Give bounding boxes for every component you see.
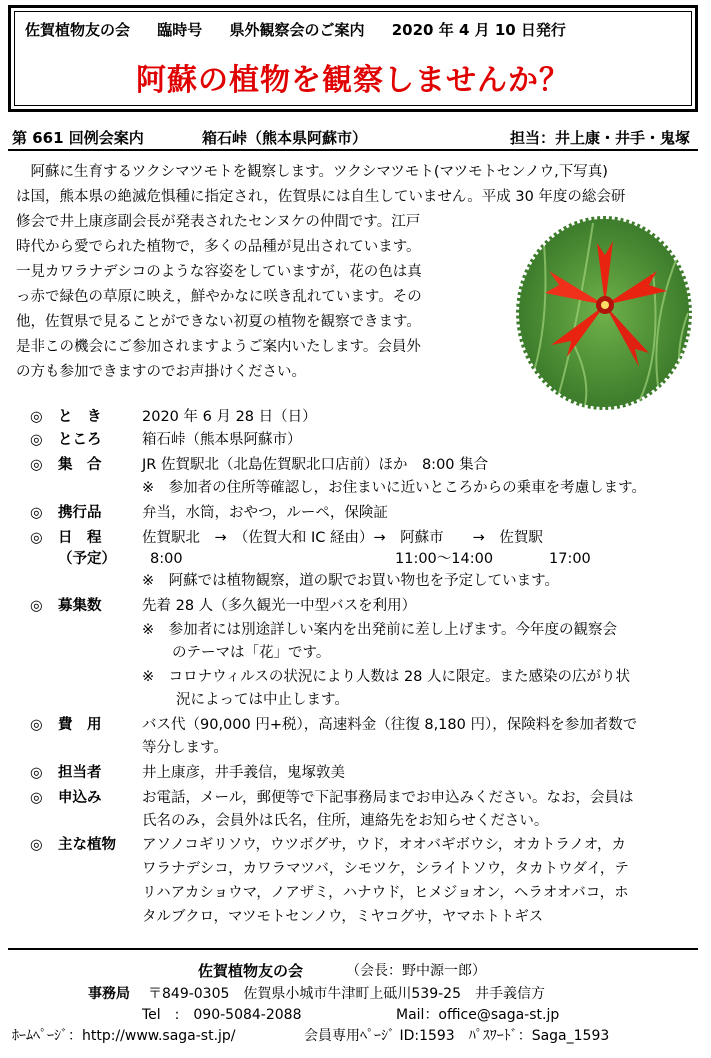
meeting-place: 箱石峠（熊本県阿蘇市） (202, 129, 368, 147)
where-value: 箱石峠（熊本県阿蘇市） (142, 432, 302, 448)
meeting-subheader (8, 121, 698, 151)
plants-line: ワラナデシコ，カワラマツバ，シモツケ，シライトソウ，タカトウダイ，テ (142, 861, 629, 877)
cost-value: バス代（90,000 円+税），高速料金（往復 8,180 円），保険料を参加者数で (142, 717, 638, 733)
apply-value-cont: 氏名のみ，会員外は氏名，住所，連絡先をお知らせください。 (142, 813, 549, 829)
meeting-number: 第 661 回例会案内 (12, 129, 144, 147)
intro-line: っ赤で緑色の草原に映え，鮮やかなに咲き乱れています。その (16, 289, 422, 305)
footer-website[interactable]: ﾎｰﾑﾍﾟｰｼﾞ：http://www.saga-st.jp/ (12, 1028, 236, 1044)
capacity-value: 先着 28 人（多久観光一中型バスを利用） (142, 598, 417, 614)
cost-value-cont: 等分します。 (142, 740, 228, 756)
schedule-label: 日 程 (58, 530, 102, 546)
bullet-mark: ◎ (30, 765, 43, 781)
bullet-mark: ◎ (30, 598, 43, 614)
plants-label: 主な植物 (58, 837, 116, 853)
capacity-note-1: ※ 参加者には別途詳しい案内を出発前に差し上げます。今年度の観察会 (142, 622, 617, 638)
footer-tel: Tel : 090-5084-2088 (142, 1007, 302, 1023)
apply-label: 申込み (58, 790, 102, 806)
cost-label: 費 用 (58, 717, 102, 733)
plants-line: リハアカショウマ，ノアザミ，ハナウド，ヒメジョオン，ヘラオオバコ，ホ (142, 885, 629, 901)
meet-label: 集 合 (58, 457, 102, 473)
intro-line: 時代から愛でられた植物で，多くの品種が見出されています。 (16, 239, 421, 255)
when-value: 2020 年 6 月 28 日（日） (142, 409, 317, 425)
page-title: 阿蘇の植物を観察しませんか？ (136, 63, 570, 98)
intro-line: の方も参加できますのでお声掛けください。 (16, 364, 306, 380)
meet-value: JR 佐賀駅北（北島佐賀駅北口店前）ほか 8:00 集合 (142, 457, 489, 473)
schedule-sublabel: （予定） (58, 551, 116, 567)
schedule-time-depart: 8:00 (150, 551, 183, 567)
notice-label: 県外観察会のご案内 (229, 21, 365, 39)
schedule-time-return: 17:00 (549, 551, 591, 567)
items-label: 携行品 (58, 505, 102, 521)
intro-line: 他，佐賀県で見ることができない初夏の植物を観察できます。 (16, 314, 421, 330)
bullet-mark: ◎ (30, 409, 43, 425)
bullet-mark: ◎ (30, 530, 43, 546)
capacity-label: 募集数 (58, 598, 102, 614)
person-label: 担当者 (58, 765, 102, 781)
footer-office-label: 事務局 (88, 986, 130, 1002)
footer-office-address: 〒849-0305 佐賀県小城市牛津町上砥川539-25 井手義信方 (148, 986, 545, 1002)
plants-line: タルブクロ，マツモトセンノウ，ミヤコグサ，ヤマホトトギス (142, 909, 544, 925)
issue-label: 臨時号 (157, 21, 203, 39)
intro-line: 阿蘇に生育するツクシマツモトを観察します。ツクシマツモト(マツモトセンノウ,下写真) (16, 164, 608, 180)
bullet-mark: ◎ (30, 837, 43, 853)
footer-president: （会長：野中源一郎） (346, 963, 486, 979)
bullet-mark: ◎ (30, 717, 43, 733)
issue-date: 2020 年 4 月 10 日発行 (391, 21, 566, 39)
where-label: ところ (58, 432, 102, 448)
header-info-line (25, 19, 588, 40)
bullet-mark: ◎ (30, 432, 43, 448)
schedule-note: ※ 阿蘇では植物観察，道の駅でお買い物也を予定しています。 (142, 573, 559, 589)
header-box (8, 5, 698, 112)
apply-value: お電話，メール，郵便等で下記事務局までお申込みください。なお，会員は (142, 790, 634, 806)
intro-line: 修会で井上康彦副会長が発表されたセンヌケの仲間です。江戸 (16, 214, 421, 230)
footer-contact (8, 948, 698, 1045)
person-value: 井上康彦，井手義信，鬼塚敦美 (142, 765, 345, 781)
footer-member-page: 会員専用ﾍﾟｰｼﾞ ID:1593 ﾊﾟｽﾜｰﾄﾞ：Saga_1593 (304, 1028, 610, 1044)
capacity-note-1-cont: のテーマは「花」です。 (172, 645, 331, 661)
meeting-staff: 担当：井上康・井手・鬼塚 (509, 129, 690, 147)
schedule-time-aso: 11:00～14:00 (395, 551, 494, 567)
footer-org: 佐賀植物友の会 (198, 962, 304, 980)
bullet-mark: ◎ (30, 505, 43, 521)
bullet-mark: ◎ (30, 457, 43, 473)
org-name: 佐賀植物友の会 (25, 21, 131, 39)
intro-line: 一見カワラナデシコのような容姿をしていますが，花の色は真 (16, 264, 422, 280)
meet-note: ※ 参加者の住所等確認し，お住まいに近いところからの乗車を考慮します。 (142, 480, 646, 496)
flower-photo (513, 213, 695, 413)
schedule-route: 佐賀駅北 → （佐賀大和 IC 経由）→ 阿蘇市 → 佐賀駅 (142, 530, 543, 546)
bullet-mark: ◎ (30, 790, 43, 806)
capacity-note-2: ※ コロナウィルスの状況により人数は 28 人に限定。また感染の広がり状 (142, 669, 631, 685)
when-label: と き (58, 409, 102, 425)
intro-line: は国，熊本県の絶滅危惧種に指定され，佐賀県には自生していません。平成 30 年度の総会研 (16, 189, 626, 205)
intro-line: 是非この機会にご参加されますようご案内いたします。会員外 (16, 339, 421, 355)
plants-line: アソノコギリソウ，ウツボグサ，ウド，オオバギボウシ，オカトラノオ，カ (142, 837, 627, 853)
footer-mail[interactable]: Mail：office@saga-st.jp (396, 1007, 560, 1023)
capacity-note-2-cont: 況によっては中止します。 (176, 692, 349, 708)
items-value: 弁当，水筒，おやつ，ルーペ，保険証 (142, 505, 388, 521)
